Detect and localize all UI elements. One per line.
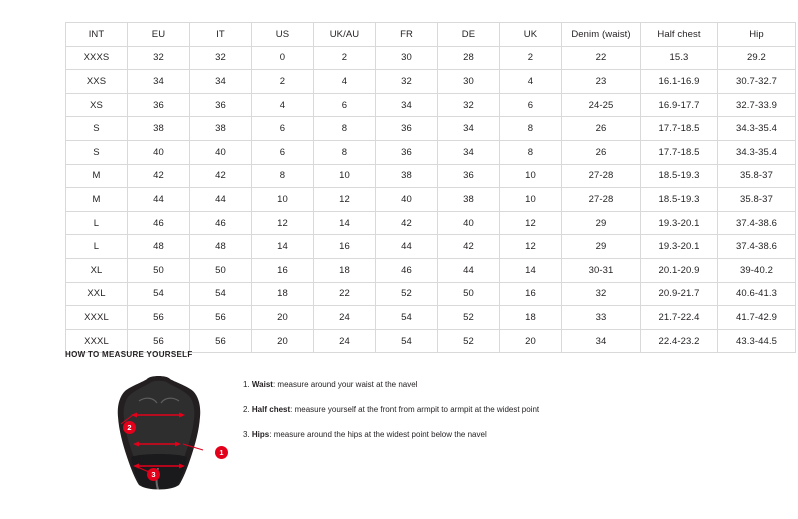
cell-de: 34 bbox=[438, 117, 500, 141]
cell-fr: 54 bbox=[376, 329, 438, 353]
cell-int: XXL bbox=[66, 282, 128, 306]
cell-uk: 4 bbox=[500, 70, 562, 94]
cell-half-chest: 22.4-23.2 bbox=[641, 329, 718, 353]
cell-de: 42 bbox=[438, 235, 500, 259]
cell-it: 36 bbox=[190, 93, 252, 117]
cell-hip: 30.7-32.7 bbox=[718, 70, 796, 94]
cell-fr: 38 bbox=[376, 164, 438, 188]
table-row bbox=[66, 282, 796, 306]
cell-half-chest: 19.3-20.1 bbox=[641, 211, 718, 235]
cell-eu: 32 bbox=[128, 46, 190, 70]
cell-denim-waist: 26 bbox=[562, 140, 641, 164]
cell-uk: 2 bbox=[500, 46, 562, 70]
instruction-number-1: 1. bbox=[243, 380, 250, 389]
cell-int: XXXL bbox=[66, 329, 128, 353]
column-header-int: INT bbox=[66, 23, 128, 47]
cell-eu: 44 bbox=[128, 188, 190, 212]
cell-us: 20 bbox=[252, 329, 314, 353]
instruction-text-hips: : measure around the hips at the widest point below the navel bbox=[269, 430, 487, 439]
cell-half-chest: 19.3-20.1 bbox=[641, 235, 718, 259]
cell-int: XS bbox=[66, 93, 128, 117]
cell-denim-waist: 32 bbox=[562, 282, 641, 306]
cell-de: 32 bbox=[438, 93, 500, 117]
cell-de: 52 bbox=[438, 329, 500, 353]
cell-hip: 41.7-42.9 bbox=[718, 306, 796, 330]
cell-de: 28 bbox=[438, 46, 500, 70]
cell-ukau: 24 bbox=[314, 329, 376, 353]
column-header-hip: Hip bbox=[718, 23, 796, 47]
cell-ukau: 24 bbox=[314, 306, 376, 330]
cell-eu: 42 bbox=[128, 164, 190, 188]
cell-ukau: 18 bbox=[314, 258, 376, 282]
cell-eu: 56 bbox=[128, 306, 190, 330]
instruction-term-hips: Hips bbox=[251, 430, 270, 439]
cell-fr: 36 bbox=[376, 140, 438, 164]
cell-denim-waist: 24-25 bbox=[562, 93, 641, 117]
cell-eu: 50 bbox=[128, 258, 190, 282]
cell-uk: 8 bbox=[500, 140, 562, 164]
cell-it: 56 bbox=[190, 306, 252, 330]
cell-de: 40 bbox=[438, 211, 500, 235]
cell-ukau: 12 bbox=[314, 188, 376, 212]
instruction-number-2: 2. bbox=[243, 405, 250, 414]
cell-ukau: 16 bbox=[314, 235, 376, 259]
cell-de: 38 bbox=[438, 188, 500, 212]
cell-hip: 29.2 bbox=[718, 46, 796, 70]
table-row bbox=[66, 46, 796, 70]
cell-denim-waist: 29 bbox=[562, 235, 641, 259]
cell-fr: 52 bbox=[376, 282, 438, 306]
cell-int: S bbox=[66, 140, 128, 164]
cell-fr: 30 bbox=[376, 46, 438, 70]
table-row bbox=[66, 117, 796, 141]
column-header-de: DE bbox=[438, 23, 500, 47]
table-row bbox=[66, 140, 796, 164]
cell-denim-waist: 22 bbox=[562, 46, 641, 70]
cell-denim-waist: 27-28 bbox=[562, 164, 641, 188]
instruction-text-waist: : measure around your waist at the navel bbox=[272, 380, 418, 389]
cell-uk: 10 bbox=[500, 188, 562, 212]
cell-half-chest: 17.7-18.5 bbox=[641, 117, 718, 141]
cell-denim-waist: 26 bbox=[562, 117, 641, 141]
mannequin-illustration bbox=[95, 373, 235, 498]
column-header-fr: FR bbox=[376, 23, 438, 47]
column-header-half-chest: Half chest bbox=[641, 23, 718, 47]
cell-half-chest: 18.5-19.3 bbox=[641, 164, 718, 188]
cell-us: 18 bbox=[252, 282, 314, 306]
cell-int: L bbox=[66, 235, 128, 259]
cell-hip: 34.3-35.4 bbox=[718, 117, 796, 141]
cell-fr: 36 bbox=[376, 117, 438, 141]
cell-eu: 36 bbox=[128, 93, 190, 117]
cell-hip: 37.4-38.6 bbox=[718, 211, 796, 235]
cell-ukau: 10 bbox=[314, 164, 376, 188]
cell-fr: 32 bbox=[376, 70, 438, 94]
cell-uk: 20 bbox=[500, 329, 562, 353]
column-header-us: US bbox=[252, 23, 314, 47]
measure-instruction-waist bbox=[243, 379, 713, 391]
cell-hip: 34.3-35.4 bbox=[718, 140, 796, 164]
column-header-denim-waist: Denim (waist) bbox=[562, 23, 641, 47]
instruction-term-half-chest: Half chest bbox=[251, 405, 291, 414]
cell-uk: 12 bbox=[500, 211, 562, 235]
callout-marker-2: 2 bbox=[123, 421, 136, 434]
cell-us: 20 bbox=[252, 306, 314, 330]
cell-it: 44 bbox=[190, 188, 252, 212]
cell-it: 56 bbox=[190, 329, 252, 353]
cell-uk: 16 bbox=[500, 282, 562, 306]
cell-denim-waist: 29 bbox=[562, 211, 641, 235]
cell-ukau: 2 bbox=[314, 46, 376, 70]
measure-instruction-half-chest bbox=[243, 404, 713, 416]
cell-de: 52 bbox=[438, 306, 500, 330]
cell-int: XL bbox=[66, 258, 128, 282]
cell-int: XXXS bbox=[66, 46, 128, 70]
column-header-ukau: UK/AU bbox=[314, 23, 376, 47]
cell-eu: 48 bbox=[128, 235, 190, 259]
column-header-eu: EU bbox=[128, 23, 190, 47]
cell-denim-waist: 30-31 bbox=[562, 258, 641, 282]
cell-it: 46 bbox=[190, 211, 252, 235]
cell-denim-waist: 33 bbox=[562, 306, 641, 330]
cell-int: M bbox=[66, 188, 128, 212]
cell-us: 0 bbox=[252, 46, 314, 70]
cell-it: 48 bbox=[190, 235, 252, 259]
column-header-uk: UK bbox=[500, 23, 562, 47]
cell-uk: 14 bbox=[500, 258, 562, 282]
cell-fr: 40 bbox=[376, 188, 438, 212]
cell-denim-waist: 23 bbox=[562, 70, 641, 94]
cell-us: 14 bbox=[252, 235, 314, 259]
cell-ukau: 8 bbox=[314, 117, 376, 141]
cell-eu: 54 bbox=[128, 282, 190, 306]
cell-it: 32 bbox=[190, 46, 252, 70]
cell-half-chest: 15.3 bbox=[641, 46, 718, 70]
cell-it: 54 bbox=[190, 282, 252, 306]
cell-hip: 40.6-41.3 bbox=[718, 282, 796, 306]
instruction-text-half-chest: : measure yourself at the front from armpit to armpit at the widest point bbox=[290, 405, 540, 414]
cell-de: 44 bbox=[438, 258, 500, 282]
cell-us: 12 bbox=[252, 211, 314, 235]
table-row bbox=[66, 188, 796, 212]
cell-int: XXXL bbox=[66, 306, 128, 330]
cell-eu: 38 bbox=[128, 117, 190, 141]
cell-it: 34 bbox=[190, 70, 252, 94]
measure-instructions-list bbox=[243, 379, 713, 454]
cell-int: XXS bbox=[66, 70, 128, 94]
measure-instruction-hips bbox=[243, 429, 713, 441]
cell-ukau: 14 bbox=[314, 211, 376, 235]
cell-fr: 46 bbox=[376, 258, 438, 282]
cell-hip: 32.7-33.9 bbox=[718, 93, 796, 117]
cell-half-chest: 17.7-18.5 bbox=[641, 140, 718, 164]
cell-denim-waist: 34 bbox=[562, 329, 641, 353]
cell-int: S bbox=[66, 117, 128, 141]
cell-half-chest: 21.7-22.4 bbox=[641, 306, 718, 330]
how-to-measure-title: HOW TO MEASURE YOURSELF bbox=[65, 350, 193, 359]
cell-ukau: 6 bbox=[314, 93, 376, 117]
cell-de: 50 bbox=[438, 282, 500, 306]
cell-it: 50 bbox=[190, 258, 252, 282]
cell-hip: 37.4-38.6 bbox=[718, 235, 796, 259]
cell-hip: 39-40.2 bbox=[718, 258, 796, 282]
cell-de: 36 bbox=[438, 164, 500, 188]
cell-eu: 56 bbox=[128, 329, 190, 353]
cell-uk: 8 bbox=[500, 117, 562, 141]
how-to-measure-section bbox=[65, 350, 733, 499]
cell-uk: 12 bbox=[500, 235, 562, 259]
cell-int: L bbox=[66, 211, 128, 235]
cell-it: 40 bbox=[190, 140, 252, 164]
cell-ukau: 4 bbox=[314, 70, 376, 94]
instruction-term-waist: Waist bbox=[251, 380, 273, 389]
cell-ukau: 8 bbox=[314, 140, 376, 164]
cell-fr: 42 bbox=[376, 211, 438, 235]
cell-us: 10 bbox=[252, 188, 314, 212]
table-row bbox=[66, 235, 796, 259]
cell-eu: 40 bbox=[128, 140, 190, 164]
callout-marker-1: 1 bbox=[215, 446, 228, 459]
size-chart-table bbox=[65, 22, 796, 353]
cell-fr: 54 bbox=[376, 306, 438, 330]
mannequin-figure-icon bbox=[95, 373, 235, 498]
cell-it: 38 bbox=[190, 117, 252, 141]
table-row bbox=[66, 211, 796, 235]
cell-half-chest: 20.1-20.9 bbox=[641, 258, 718, 282]
table-row bbox=[66, 306, 796, 330]
cell-hip: 43.3-44.5 bbox=[718, 329, 796, 353]
size-chart-container bbox=[65, 22, 778, 353]
cell-de: 34 bbox=[438, 140, 500, 164]
cell-half-chest: 16.1-16.9 bbox=[641, 70, 718, 94]
callout-marker-3: 3 bbox=[147, 468, 160, 481]
cell-uk: 10 bbox=[500, 164, 562, 188]
cell-us: 8 bbox=[252, 164, 314, 188]
table-row bbox=[66, 93, 796, 117]
table-header-row bbox=[66, 23, 796, 47]
cell-int: M bbox=[66, 164, 128, 188]
cell-hip: 35.8-37 bbox=[718, 164, 796, 188]
table-row bbox=[66, 70, 796, 94]
cell-us: 6 bbox=[252, 117, 314, 141]
cell-half-chest: 18.5-19.3 bbox=[641, 188, 718, 212]
cell-fr: 34 bbox=[376, 93, 438, 117]
cell-us: 2 bbox=[252, 70, 314, 94]
cell-us: 6 bbox=[252, 140, 314, 164]
column-header-it: IT bbox=[190, 23, 252, 47]
cell-de: 30 bbox=[438, 70, 500, 94]
cell-eu: 34 bbox=[128, 70, 190, 94]
cell-fr: 44 bbox=[376, 235, 438, 259]
table-row bbox=[66, 258, 796, 282]
cell-half-chest: 20.9-21.7 bbox=[641, 282, 718, 306]
cell-us: 4 bbox=[252, 93, 314, 117]
cell-ukau: 22 bbox=[314, 282, 376, 306]
table-row bbox=[66, 164, 796, 188]
cell-hip: 35.8-37 bbox=[718, 188, 796, 212]
cell-eu: 46 bbox=[128, 211, 190, 235]
cell-denim-waist: 27-28 bbox=[562, 188, 641, 212]
instruction-number-3: 3. bbox=[243, 430, 250, 439]
cell-it: 42 bbox=[190, 164, 252, 188]
cell-uk: 6 bbox=[500, 93, 562, 117]
how-to-measure-body bbox=[65, 369, 733, 499]
cell-half-chest: 16.9-17.7 bbox=[641, 93, 718, 117]
cell-us: 16 bbox=[252, 258, 314, 282]
cell-uk: 18 bbox=[500, 306, 562, 330]
